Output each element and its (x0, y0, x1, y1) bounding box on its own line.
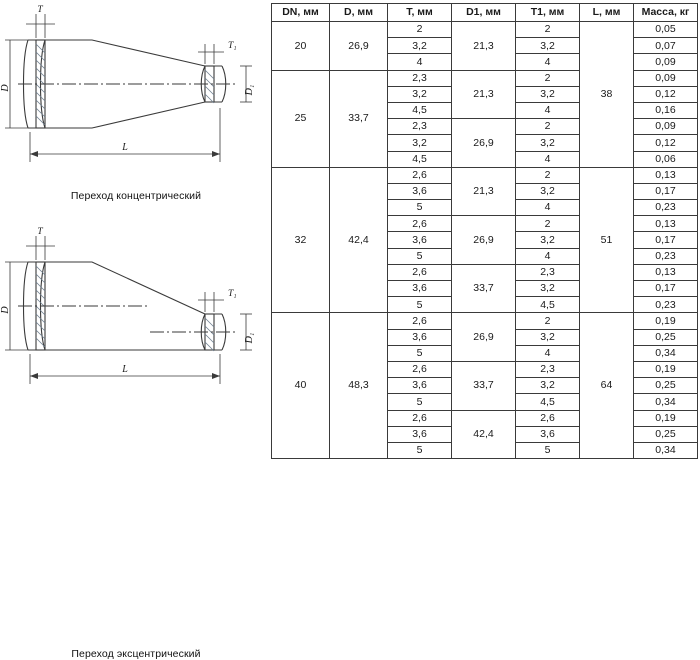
cell-t: 3,2 (388, 38, 452, 54)
cell-t: 5 (388, 248, 452, 264)
header-l: L, мм (580, 4, 634, 22)
cell-t1: 3,2 (516, 329, 580, 345)
cell-d1: 42,4 (452, 410, 516, 459)
cell-d1: 21,3 (452, 167, 516, 216)
label-T1-eccentric: T₁ (228, 289, 237, 299)
cell-t: 2,6 (388, 361, 452, 377)
header-t1: T1, мм (516, 4, 580, 22)
cell-t1: 5 (516, 442, 580, 458)
cell-mass: 0,34 (634, 442, 698, 458)
cell-t1: 3,2 (516, 378, 580, 394)
cell-t1: 2 (516, 119, 580, 135)
cell-mass: 0,34 (634, 345, 698, 361)
header-t: T, мм (388, 4, 452, 22)
label-D-concentric: D (0, 84, 11, 92)
cell-t1: 2 (516, 22, 580, 38)
cell-t1: 4 (516, 200, 580, 216)
cell-mass: 0,25 (634, 378, 698, 394)
label-T1-concentric: T₁ (228, 41, 237, 51)
table-row (272, 313, 698, 329)
cell-t: 5 (388, 394, 452, 410)
cell-t1: 2 (516, 167, 580, 183)
cell-mass: 0,23 (634, 297, 698, 313)
cell-d1: 26,9 (452, 216, 516, 265)
label-T-concentric: T (37, 5, 43, 15)
cell-d: 48,3 (330, 313, 388, 459)
cell-mass: 0,34 (634, 394, 698, 410)
cell-t: 2,6 (388, 410, 452, 426)
cell-mass: 0,17 (634, 281, 698, 297)
cell-t: 4,5 (388, 102, 452, 118)
cell-t: 2 (388, 22, 452, 38)
cell-dn: 20 (272, 22, 330, 71)
label-D-eccentric: D (0, 306, 11, 314)
cell-t1: 4 (516, 248, 580, 264)
cell-t: 2,6 (388, 167, 452, 183)
label-D1-eccentric: D₁ (244, 332, 255, 344)
cell-mass: 0,13 (634, 216, 698, 232)
cell-t: 5 (388, 200, 452, 216)
cell-d: 42,4 (330, 167, 388, 313)
label-L-concentric: L (122, 142, 128, 153)
cell-dn: 25 (272, 70, 330, 167)
cell-t1: 3,6 (516, 426, 580, 442)
cell-mass: 0,09 (634, 54, 698, 70)
cell-mass: 0,13 (634, 264, 698, 280)
cell-t: 4,5 (388, 151, 452, 167)
cell-t: 2,6 (388, 216, 452, 232)
cell-dn: 40 (272, 313, 330, 459)
cell-t1: 3,2 (516, 183, 580, 199)
cell-t: 5 (388, 442, 452, 458)
cell-d: 33,7 (330, 70, 388, 167)
label-D1-concentric: D₁ (244, 84, 255, 96)
cell-t1: 3,2 (516, 232, 580, 248)
cell-t: 3,6 (388, 378, 452, 394)
cell-mass: 0,09 (634, 70, 698, 86)
eccentric-reducer-svg (0, 226, 272, 406)
cell-mass: 0,25 (634, 329, 698, 345)
cell-d1: 21,3 (452, 70, 516, 119)
cell-t1: 3,2 (516, 135, 580, 151)
concentric-reducer-drawing (0, 4, 272, 226)
cell-t: 2,6 (388, 313, 452, 329)
cell-t1: 2,3 (516, 361, 580, 377)
cell-t: 3,6 (388, 281, 452, 297)
cell-t: 3,6 (388, 183, 452, 199)
specification-table-area (271, 3, 697, 457)
header-dn: DN, мм (272, 4, 330, 22)
cell-mass: 0,19 (634, 410, 698, 426)
cell-t1: 4 (516, 345, 580, 361)
label-T-eccentric: T (37, 227, 43, 237)
cell-mass: 0,12 (634, 135, 698, 151)
cell-dn: 32 (272, 167, 330, 313)
cell-l: 64 (580, 313, 634, 459)
cell-t1: 2,3 (516, 264, 580, 280)
cell-t: 2,3 (388, 70, 452, 86)
cell-t1: 3,2 (516, 86, 580, 102)
cell-mass: 0,19 (634, 313, 698, 329)
cell-t1: 3,2 (516, 38, 580, 54)
cell-mass: 0,23 (634, 200, 698, 216)
cell-d: 26,9 (330, 22, 388, 71)
cell-t1: 4,5 (516, 297, 580, 313)
cell-t: 2,3 (388, 119, 452, 135)
cell-t: 4 (388, 54, 452, 70)
header-d1: D1, мм (452, 4, 516, 22)
cell-l: 51 (580, 167, 634, 313)
cell-mass: 0,05 (634, 22, 698, 38)
cell-mass: 0,25 (634, 426, 698, 442)
cell-t: 3,6 (388, 329, 452, 345)
cell-t: 5 (388, 345, 452, 361)
cell-mass: 0,16 (634, 102, 698, 118)
cell-mass: 0,09 (634, 119, 698, 135)
cell-t1: 3,2 (516, 281, 580, 297)
cell-mass: 0,06 (634, 151, 698, 167)
table-row (272, 22, 698, 38)
cell-d1: 21,3 (452, 22, 516, 71)
cell-t1: 4,5 (516, 394, 580, 410)
cell-t: 3,6 (388, 426, 452, 442)
table-row (272, 70, 698, 86)
caption-concentric: Переход концентрический (70, 190, 202, 202)
cell-d1: 26,9 (452, 119, 516, 168)
cell-mass: 0,19 (634, 361, 698, 377)
table-row (272, 167, 698, 183)
cell-mass: 0,13 (634, 167, 698, 183)
cell-t: 2,6 (388, 264, 452, 280)
cell-d1: 26,9 (452, 313, 516, 362)
cell-d1: 33,7 (452, 361, 516, 410)
cell-t1: 2 (516, 216, 580, 232)
header-d: D, мм (330, 4, 388, 22)
cell-mass: 0,23 (634, 248, 698, 264)
cell-t: 5 (388, 297, 452, 313)
eccentric-reducer-drawing (0, 226, 272, 660)
cell-t: 3,2 (388, 86, 452, 102)
cell-t1: 2 (516, 70, 580, 86)
cell-t: 3,6 (388, 232, 452, 248)
caption-eccentric: Переход эксцентрический (71, 648, 201, 660)
cell-mass: 0,12 (634, 86, 698, 102)
concentric-reducer-svg (0, 4, 272, 184)
cell-t1: 2 (516, 313, 580, 329)
cell-t1: 4 (516, 151, 580, 167)
cell-mass: 0,07 (634, 38, 698, 54)
specification-table (271, 3, 698, 459)
header-mass: Масса, кг (634, 4, 698, 22)
cell-t1: 4 (516, 102, 580, 118)
cell-mass: 0,17 (634, 232, 698, 248)
table-body (272, 22, 698, 459)
cell-t1: 4 (516, 54, 580, 70)
cell-mass: 0,17 (634, 183, 698, 199)
cell-t: 3,2 (388, 135, 452, 151)
table-header-row (272, 4, 698, 22)
label-L-eccentric: L (122, 364, 128, 375)
cell-l: 38 (580, 22, 634, 168)
cell-t1: 2,6 (516, 410, 580, 426)
drawings-panel (0, 0, 272, 660)
cell-d1: 33,7 (452, 264, 516, 313)
